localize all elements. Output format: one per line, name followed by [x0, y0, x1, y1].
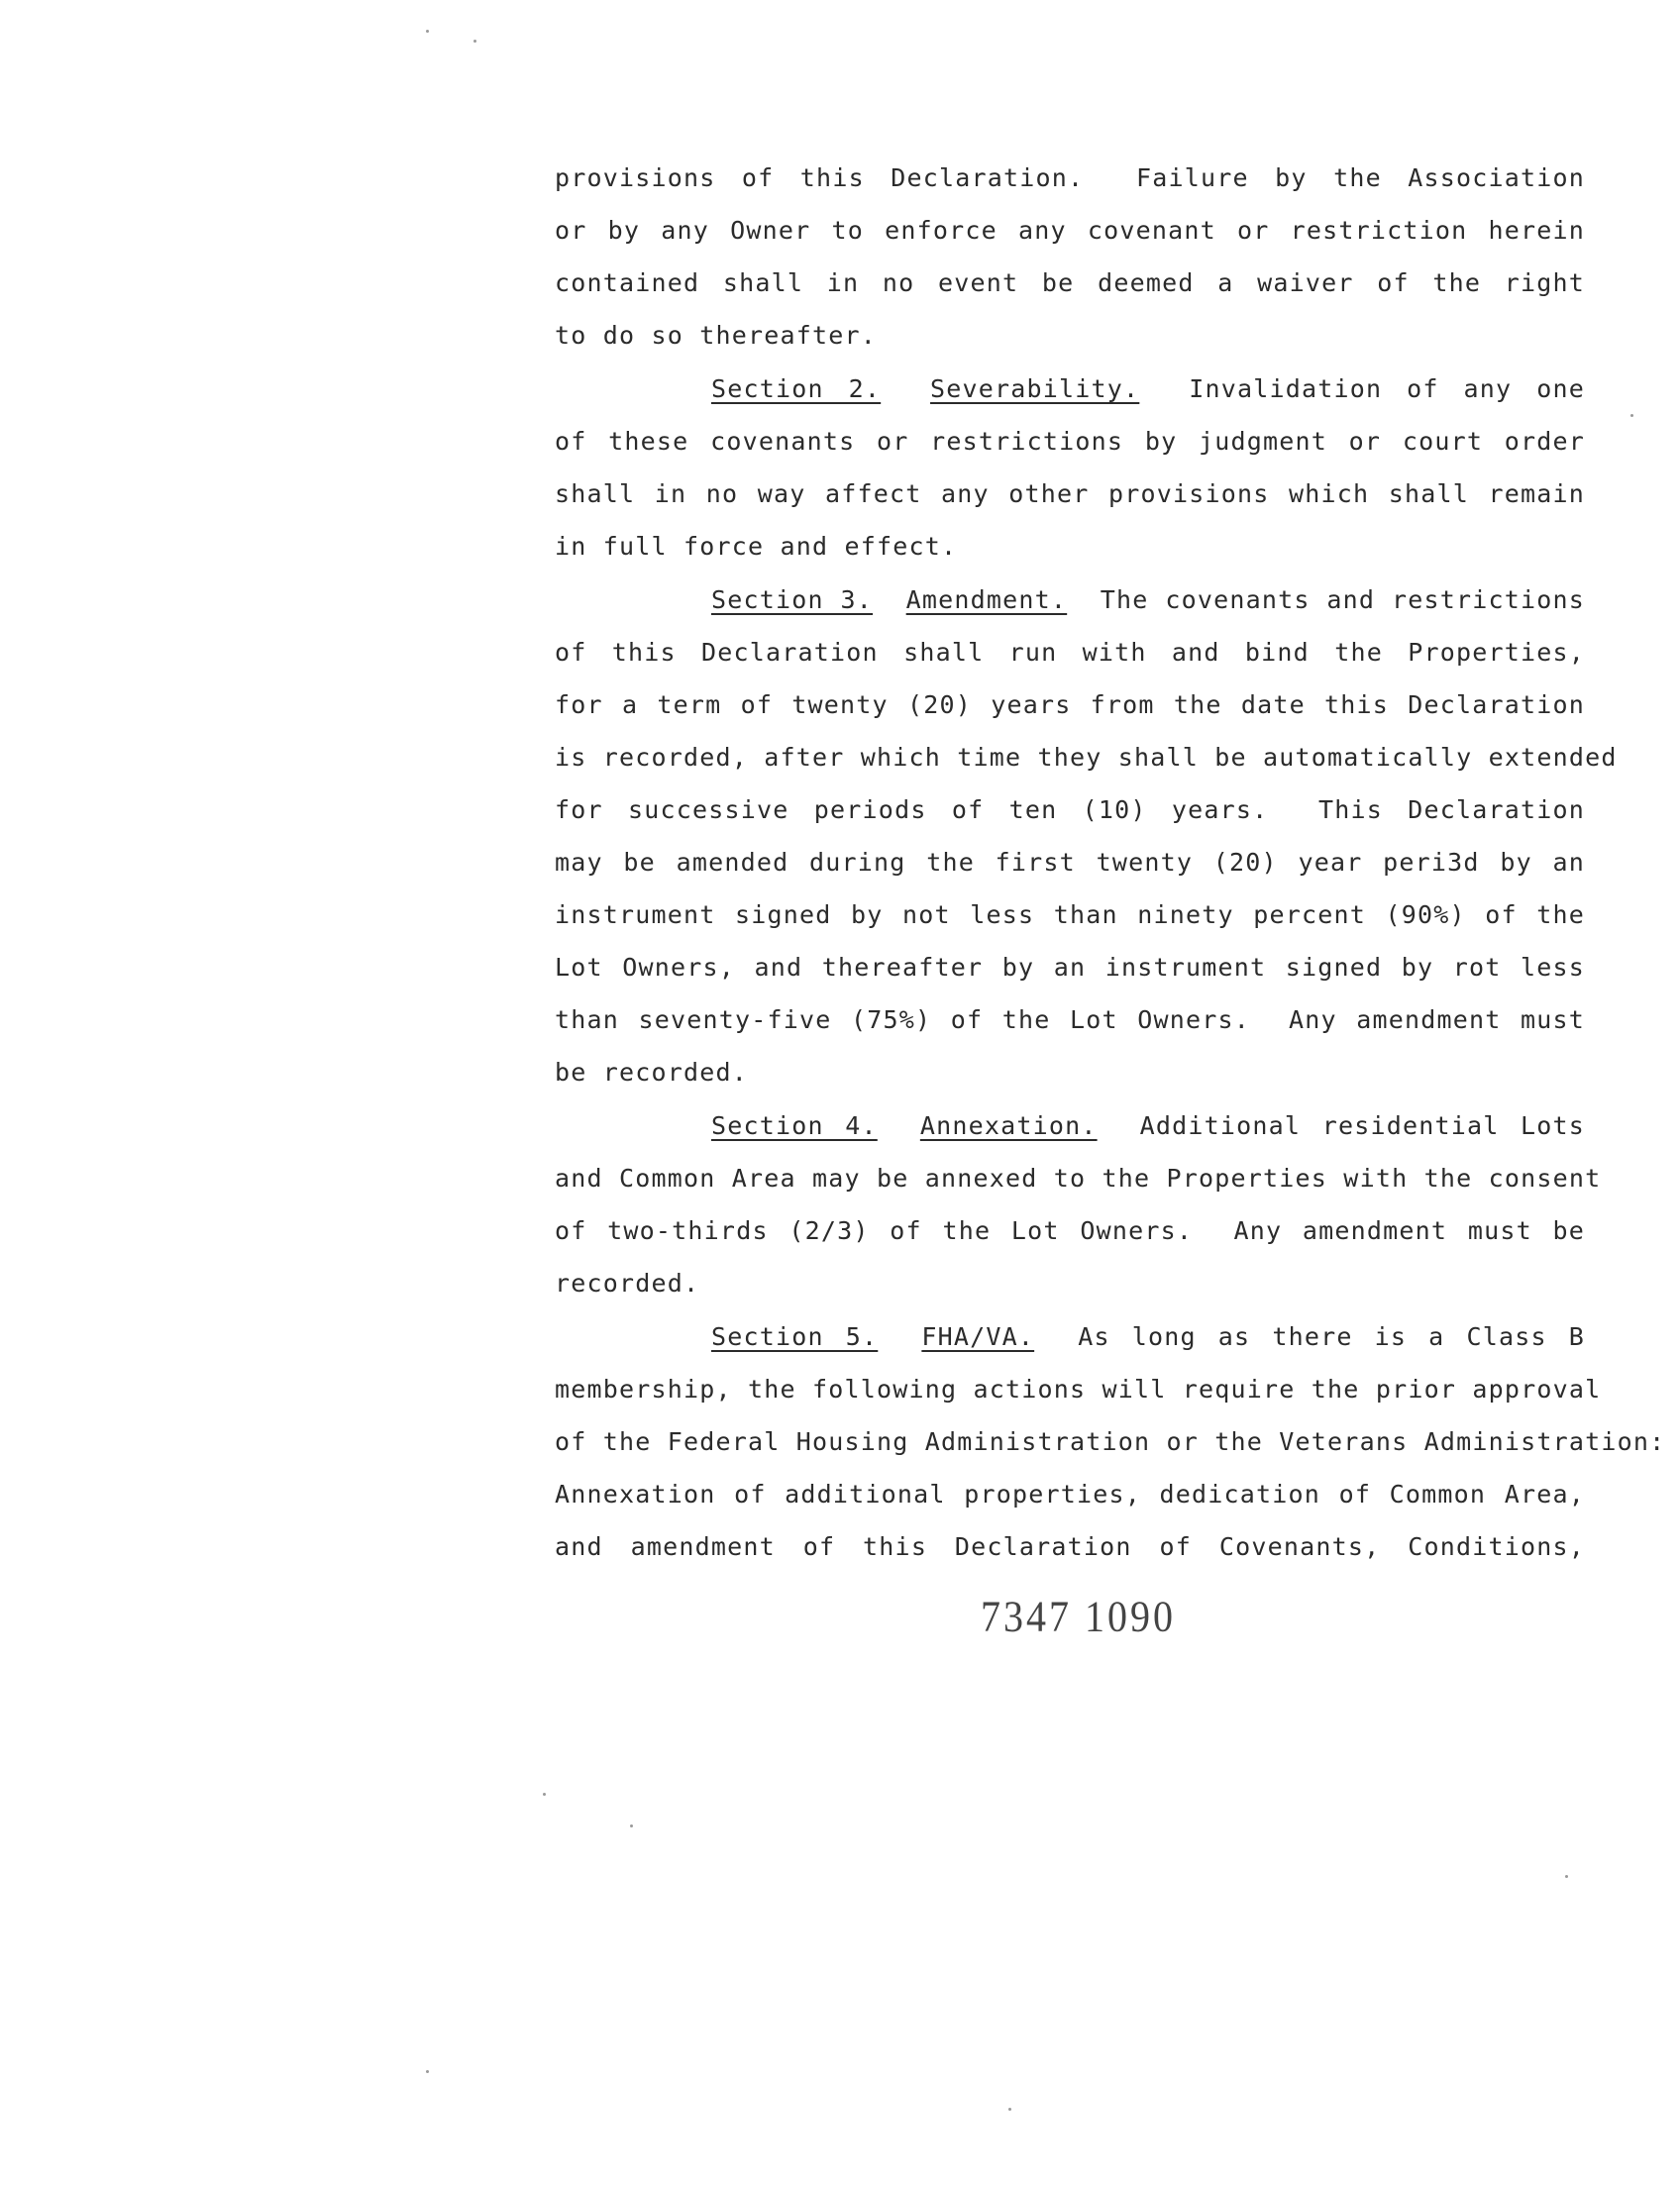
text-line: of these covenants or restrictions by judgment or court order: [555, 427, 1585, 456]
scan-speck: [630, 1824, 633, 1827]
scan-speck: [426, 30, 429, 33]
scan-speck: [543, 1793, 546, 1796]
text-line: membership, the following actions will require the prior approval: [555, 1375, 1602, 1404]
section-2-heading-line: [555, 369, 1585, 409]
section-4-title: Annexation.: [919, 1111, 1098, 1140]
section-5-text: As long as there is a Class B: [1078, 1322, 1585, 1351]
section-5-heading-line: [555, 1317, 1585, 1357]
text-line: of the Federal Housing Administration or the Veterans Administration:: [555, 1427, 1666, 1456]
section-2-number: Section 2.: [711, 374, 882, 403]
scan-speck: [1630, 414, 1633, 417]
text-line: contained shall in no event be deemed a waiver of the right: [555, 268, 1585, 297]
text-line: shall in no way affect any other provisions which shall remain: [555, 479, 1585, 508]
section-2-text: Invalidation of any one: [1189, 374, 1585, 403]
scan-speck: [1565, 1875, 1568, 1878]
section-4-text: Additional residential Lots: [1139, 1111, 1585, 1140]
section-3-heading-line: [555, 580, 1585, 620]
text-line: for a term of twenty (20) years from the date this Declaration: [555, 690, 1585, 719]
text-line: Lot Owners, and thereafter by an instrument signed by rot less: [555, 953, 1585, 982]
section-5-number: Section 5.: [711, 1322, 879, 1351]
page-number: 7347 1090: [981, 1591, 1176, 1641]
text-line: provisions of this Declaration. Failure by the Association: [555, 163, 1585, 192]
text-line: is recorded, after which time they shall be automatically extended: [555, 743, 1618, 772]
scan-speck: [426, 2070, 429, 2073]
scan-speck: [1008, 2108, 1011, 2111]
scan-speck: [473, 40, 476, 43]
text-line: recorded.: [555, 1269, 700, 1298]
text-line: may be amended during the first twenty (20) year peri3d by an: [555, 848, 1585, 877]
text-line: in full force and effect.: [555, 532, 958, 561]
section-3-title: Amendment.: [905, 585, 1068, 614]
text-line: or by any Owner to enforce any covenant or restriction herein: [555, 216, 1585, 245]
text-line: of two-thirds (2/3) of the Lot Owners. Any amendment must be: [555, 1216, 1585, 1245]
text-line: of this Declaration shall run with and bind the Properties,: [555, 638, 1585, 667]
section-2-title: Severability.: [930, 374, 1140, 403]
text-line: be recorded.: [555, 1058, 749, 1087]
section-4-number: Section 4.: [711, 1111, 878, 1140]
section-3-number: Section 3.: [711, 585, 874, 614]
text-line: Annexation of additional properties, dedication of Common Area,: [555, 1480, 1585, 1509]
section-3-text: The covenants and restrictions: [1100, 585, 1585, 614]
section-5-title: FHA/VA.: [921, 1322, 1035, 1351]
text-line: than seventy-five (75%) of the Lot Owners. Any amendment must: [555, 1005, 1585, 1034]
text-line: instrument signed by not less than ninety percent (90%) of the: [555, 900, 1585, 929]
text-line: and Common Area may be annexed to the Properties with the consent: [555, 1164, 1602, 1193]
text-line: to do so thereafter.: [555, 321, 878, 350]
text-line: and amendment of this Declaration of Covenants, Conditions,: [555, 1532, 1585, 1561]
text-line: for successive periods of ten (10) years. This Declaration: [555, 795, 1585, 824]
section-4-heading-line: [555, 1106, 1585, 1146]
